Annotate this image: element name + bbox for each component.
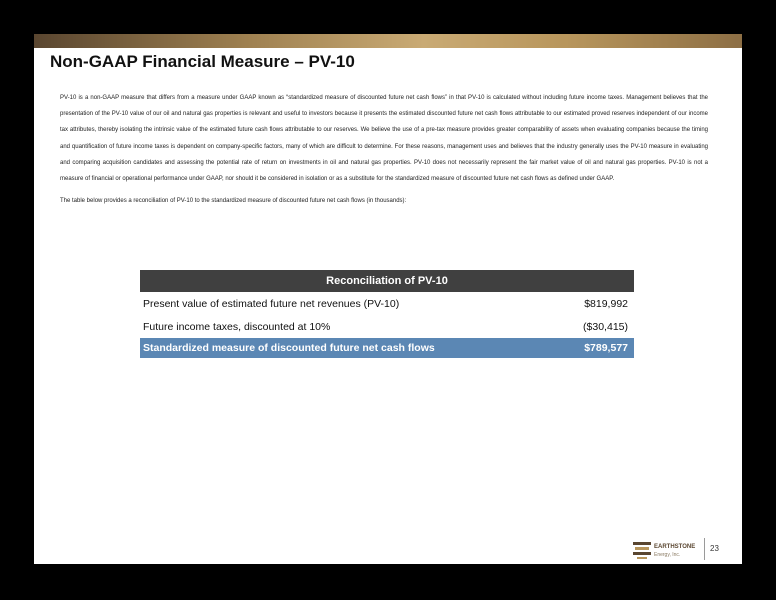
logo-name: EARTHSTONE: [654, 544, 696, 550]
slide-title: Non-GAAP Financial Measure – PV-10: [50, 52, 355, 71]
logo-subtitle: Energy, Inc.: [654, 552, 681, 558]
table-row: [140, 315, 634, 338]
reconciliation-table: [140, 270, 634, 358]
table-intro-text: The table below provides a reconciliation of PV-10 to the standardized measure of discounted future net cash flows (in thousands):: [60, 198, 407, 204]
body-paragraph: PV-10 is a non-GAAP measure that differs from a measure under GAAP known as “standardized measure of discounted future net cash flows” in that PV-10 is calculated without including future income taxes. Management believes that the presentation of the PV-10 value of our oil and natural gas properties is relevant and useful to investors because it presents the estimated discounted future net cash flows attributable to our estimated proved reserves independent of our income tax attributes, thereby isolating the intrinsic value of the estimated future cash flows attributable to our reserves. We believe the use of a pre-tax measure provides greater comparability of assets when evaluating companies because the timing and quantification of future income taxes is dependent on company-specific factors, many of which are difficult to determine. For these reasons, management uses and believes that the industry generally uses the PV-10 measure in evaluating and comparing acquisition candidates and assessing the potential rate of return on investments in oil and natural gas properties. PV-10 does not necessarily represent the fair market value of oil and natural gas properties. PV-10 is not a measure of financial or operational performance under GAAP, nor should it be considered in isolation or as a substitute for the standardized measure of discounted future net cash flows as defined under GAAP.: [60, 95, 708, 183]
decorative-top-band: [34, 34, 742, 48]
table-row: [140, 292, 634, 315]
row-label: Future income taxes, discounted at 10%: [143, 320, 331, 333]
row-value: ($30,415): [583, 320, 628, 333]
footer-divider: [704, 538, 705, 560]
table-header: Reconciliation of PV-10: [140, 270, 634, 292]
total-label: Standardized measure of discounted future net cash flows: [140, 338, 558, 358]
slide: [34, 34, 742, 564]
total-value: $789,577: [558, 338, 634, 358]
row-value: $819,992: [584, 297, 628, 310]
table-total-row: [140, 338, 634, 358]
company-logo: [632, 540, 704, 562]
table-header-row: [140, 270, 634, 292]
row-label: Present value of estimated future net revenues (PV-10): [143, 297, 400, 310]
page-number: 23: [710, 544, 719, 553]
earthstone-logo-icon: [632, 540, 652, 560]
